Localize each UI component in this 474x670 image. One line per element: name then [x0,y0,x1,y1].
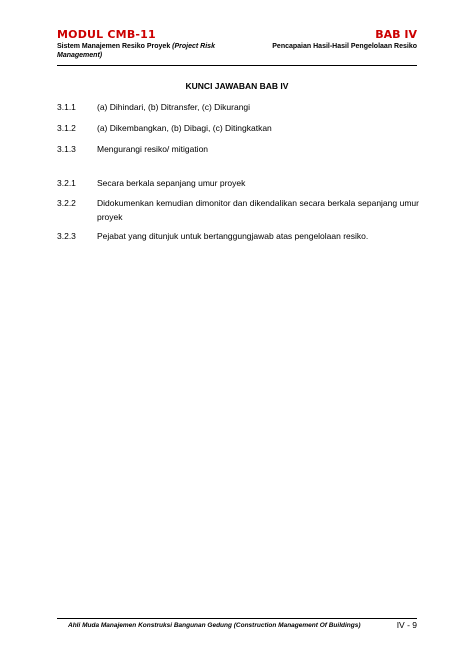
page-title: KUNCI JAWABAN BAB IV [185,81,289,91]
answer-number: 3.1.3 [57,144,76,154]
subtitle-left-text: Sistem Manajemen Resiko Proyek [57,43,173,50]
answer-text: Pejabat yang ditunjuk untuk bertanggungjawab atas pengelolaan resiko. [97,231,369,241]
footer-divider [57,618,417,619]
header-subtitle-left [57,42,232,60]
answer-text: Secara berkala sepanjang umur proyek [97,178,246,188]
answer-text: Mengurangi resiko/ mitigation [97,144,209,154]
answer-number: 3.2.1 [57,178,76,188]
subtitle-left-italic: (Project Risk Management) [57,43,215,59]
module-code: MODUL CMB-11 [57,28,156,41]
header-subtitles [57,42,417,64]
header-divider [57,65,417,66]
page-number: IV - 9 [396,620,417,630]
answer-text: (a) Dikembangkan, (b) Dibagi, (c) Ditingkatkan [97,123,272,133]
answer-text: (a) Dihindari, (b) Ditransfer, (c) Dikurangi [97,102,251,112]
answer-text: Didokumenkan kemudian dimonitor dan dikendalikan secara berkala sepanjang umur proyek [97,198,419,222]
answer-number: 3.1.1 [57,102,76,112]
answer-number: 3.1.2 [57,123,76,133]
answer-number: 3.2.2 [57,198,76,208]
footer-text: Ahli Muda Manajemen Konstruksi Bangunan Gedung (Construction Management Of Buildings) [68,622,361,629]
header-subtitle-right: Pencapaian Hasil-Hasil Pengelolaan Resiko [272,43,417,50]
answer-number: 3.2.3 [57,231,76,241]
chapter-label: BAB IV [375,28,417,41]
page-header [57,28,417,42]
